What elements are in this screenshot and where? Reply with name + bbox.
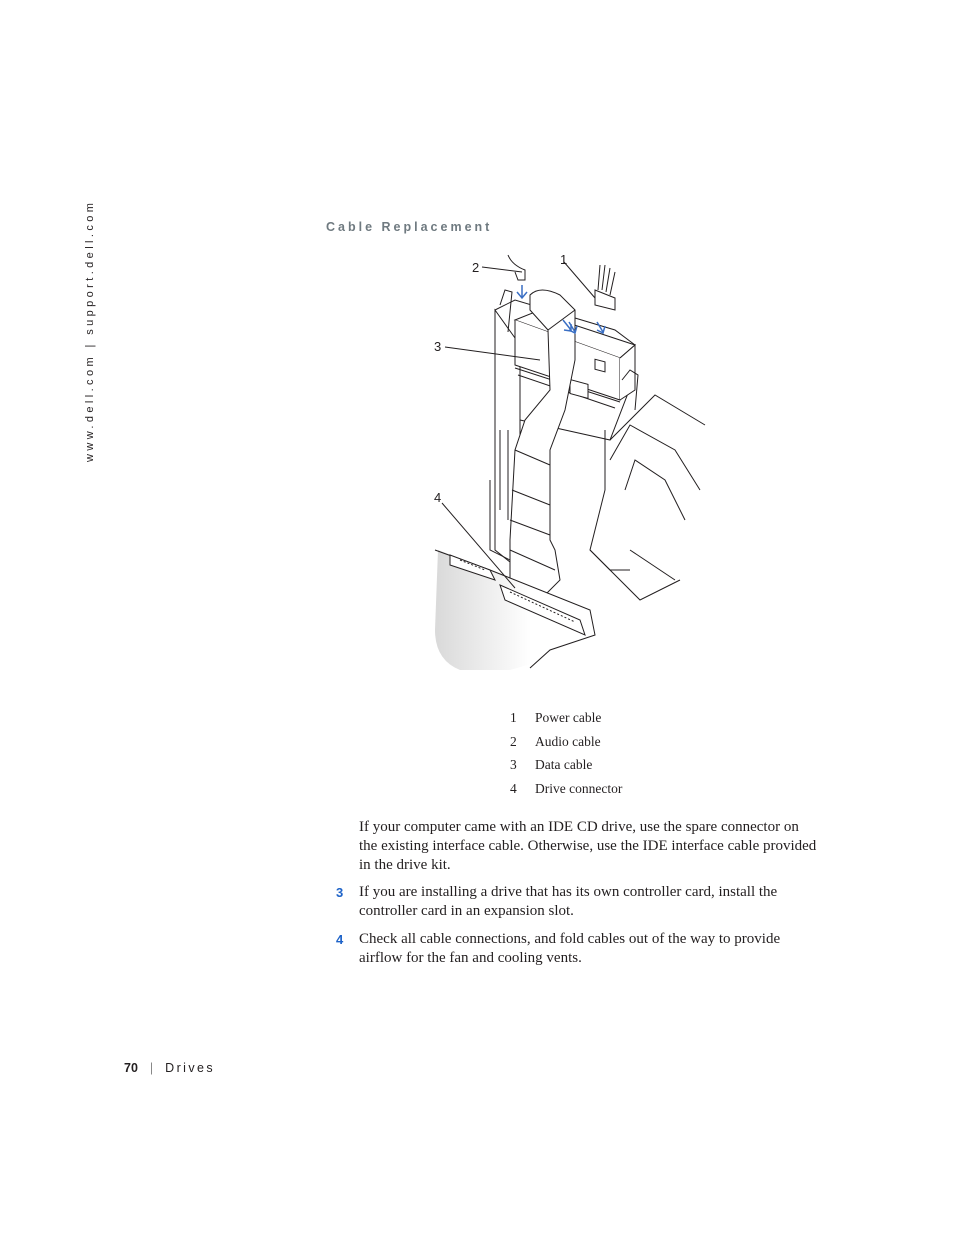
callout-4: 4 xyxy=(434,490,442,505)
step-text: Check all cable connections, and fold cables out of the way to provide airflow for the fan and cooling vents. xyxy=(359,931,781,966)
footer-separator: | xyxy=(149,1061,154,1075)
legend-number: 2 xyxy=(510,733,517,749)
footer-section: Drives xyxy=(165,1061,215,1075)
legend-label: Audio cable xyxy=(535,733,601,749)
figure-legend xyxy=(510,710,622,804)
callout-3: 3 xyxy=(434,339,442,354)
step-number: 3 xyxy=(336,885,344,900)
legend-item xyxy=(510,757,622,781)
step-number: 4 xyxy=(336,932,344,947)
legend-number: 4 xyxy=(510,780,517,796)
legend-number: 1 xyxy=(510,710,517,725)
page-footer xyxy=(124,1061,215,1075)
legend-item xyxy=(510,781,622,805)
intro-paragraph: If your computer came with an IDE CD drive, use the spare connector on the existing interface cable. Otherwise, use the IDE interface cable provided in the drive kit. xyxy=(359,819,817,873)
legend-label: Data cable xyxy=(535,757,593,772)
callout-1: 1 xyxy=(560,252,568,267)
callout-2: 2 xyxy=(472,260,480,275)
step-text: If you are installing a drive that has its own controller card, install the controller card in an expansion slot. xyxy=(359,884,778,919)
drive-cable-illustration xyxy=(430,250,720,675)
legend-item xyxy=(510,710,622,734)
legend-label: Power cable xyxy=(535,710,602,725)
page-number: 70 xyxy=(124,1061,138,1075)
legend-label: Drive connector xyxy=(535,780,623,796)
legend-item xyxy=(510,734,622,758)
cable-replacement-figure xyxy=(430,250,720,675)
legend-number: 3 xyxy=(510,757,517,772)
section-title: Cable Replacement xyxy=(326,220,493,234)
sidebar-url: www.dell.com | support.dell.com xyxy=(84,199,96,462)
